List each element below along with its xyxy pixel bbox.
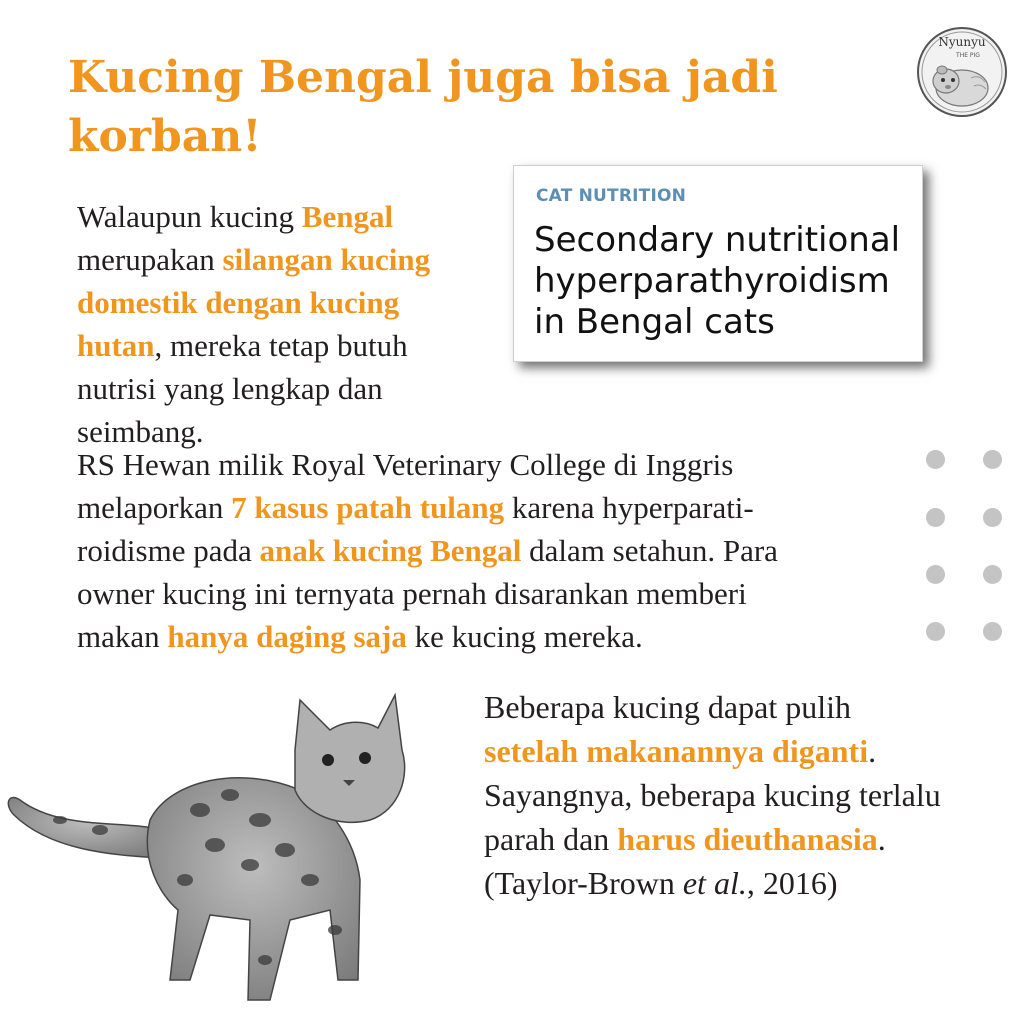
dot bbox=[983, 450, 1002, 469]
dot bbox=[926, 508, 945, 527]
decorative-dots bbox=[926, 448, 1006, 648]
dot bbox=[926, 622, 945, 641]
bengal-cat-photo bbox=[0, 680, 470, 1024]
text-line: RS Hewan milik Royal Veterinary College di Inggris bbox=[77, 447, 734, 482]
card-title: Secondary nutritional hyperparathyroidism in Bengal cats bbox=[534, 220, 901, 342]
text-span: makan bbox=[77, 619, 168, 654]
text-line: owner kucing ini ternyata pernah disarankan memberi bbox=[77, 576, 747, 611]
text-span: roidisme pada bbox=[77, 533, 260, 568]
text-span: merupakan bbox=[77, 242, 223, 277]
card-category: CAT NUTRITION bbox=[536, 186, 687, 206]
text-span: Beberapa kucing dapat pulih bbox=[484, 689, 851, 725]
dot bbox=[983, 565, 1002, 584]
report-paragraph bbox=[77, 443, 917, 658]
highlight-crossbreed: silangan kucing domestik dengan kucing hutan bbox=[77, 242, 431, 363]
text-span: dalam setahun. Para bbox=[521, 533, 778, 568]
logo-text-top: Nyunyu bbox=[938, 35, 986, 49]
logo-text-bottom: THE PIG bbox=[956, 52, 980, 59]
text-span: , mereka tetap butuh nutrisi yang lengkap dan seimbang. bbox=[77, 328, 408, 449]
dot bbox=[983, 508, 1002, 527]
highlight-diet-change: setelah makanannya diganti bbox=[484, 733, 869, 769]
text-span: ke kucing mereka. bbox=[406, 619, 643, 654]
highlight-bengal: Bengal bbox=[301, 199, 394, 234]
nyunyu-logo bbox=[916, 26, 1008, 118]
highlight-fracture-cases: 7 kasus patah tulang bbox=[231, 490, 505, 525]
intro-paragraph bbox=[77, 195, 637, 453]
highlight-euthanasia: harus dieuthanasia bbox=[617, 821, 878, 857]
highlight-meat-only: hanya daging saja bbox=[167, 619, 407, 654]
highlight-bengal-kittens: anak kucing Bengal bbox=[259, 533, 522, 568]
text-span: karena hyperparati- bbox=[504, 490, 754, 525]
dot bbox=[926, 450, 945, 469]
text-span: . bbox=[877, 821, 886, 857]
text-span: Walaupun kucing bbox=[77, 199, 302, 234]
page-title: Kucing Bengal juga bisa jadi korban! bbox=[68, 52, 778, 162]
citation-text: , 2016) bbox=[746, 865, 838, 901]
dot bbox=[983, 622, 1002, 641]
citation-text: (Taylor-Brown bbox=[484, 865, 683, 901]
text-span: . Sayangnya, beberapa kucing terlalu parah dan bbox=[484, 733, 941, 857]
outcome-paragraph bbox=[484, 685, 944, 905]
dot bbox=[926, 565, 945, 584]
text-span: melaporkan bbox=[77, 490, 232, 525]
citation-etal: et al. bbox=[682, 865, 747, 901]
